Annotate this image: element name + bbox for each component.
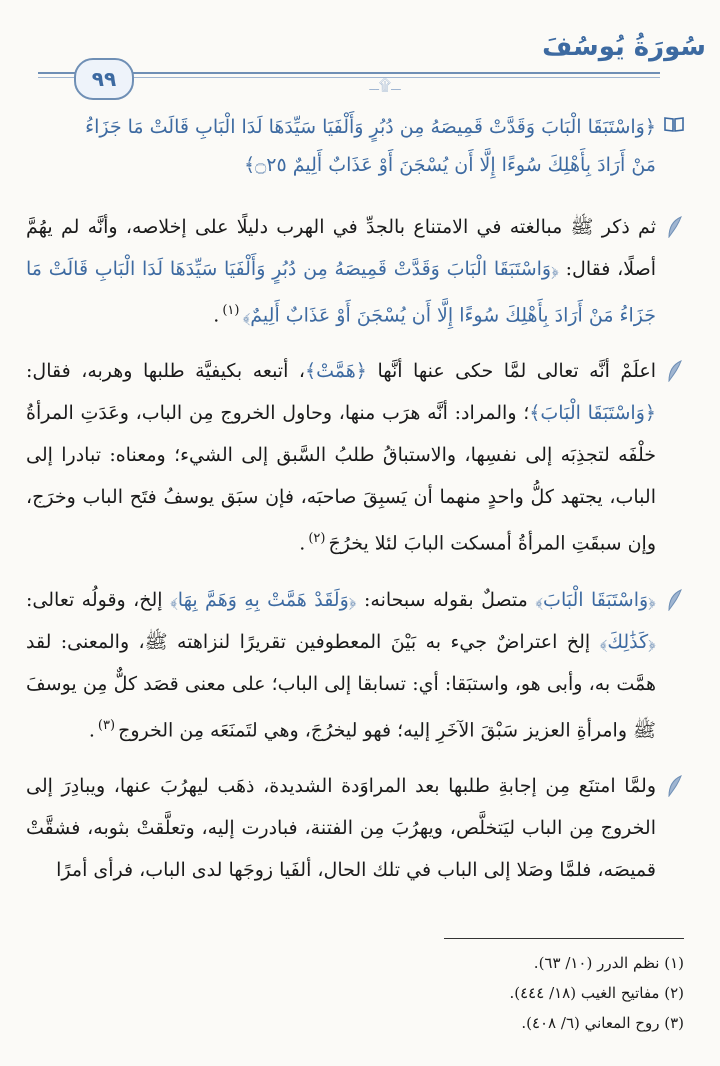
paragraph-text: إلخ اعتراضٌ جيء به بَيْنَ المعطوفين تقريرًا لنزاهته ﷺ، والمعنى: لقد همَّت به، وأبى هو، واستبَقا: أي: تسابقا إلى الباب؛ على معنى قصَد كلٌّ مِن يوسفَ ﷺ وامرأةِ العزيز سَبْقَ الآخَرِ إليه؛ فهو ليخرُجَ، وهي لتَمنَعَه مِن الخروج bbox=[26, 630, 656, 741]
header-ornament: ـــ۩ـــ bbox=[369, 75, 401, 94]
paragraph-text: . bbox=[88, 718, 95, 741]
quran-quote: ﴿وَاسْتَبَقَا الْبَابَ﴾ bbox=[535, 588, 656, 611]
footnote-3: (٣) روح المعاني (٦/ ٤٠٨). bbox=[521, 1014, 684, 1032]
paragraph-text: ولمَّا امتنَع مِن إجابةِ طلبها بعد المراوَدة الشديدة، ذهَب ليهرُبَ عنها، ويبادِرَ إلى الخروج مِن الباب ليَتخلَّص، ويهرُبَ مِن الفتنة، فبادرت إليه، وتعلَّقتْ بثوبه، فشقَّتْ قميصَه، فلمَّا وصَلا إلى الباب في تلك الحال، ألفَيا زوجَها لدى الباب، فرأى أمرًا bbox=[26, 774, 656, 881]
paragraph-text: . bbox=[213, 304, 220, 327]
verse-line-2: مَنْ أَرَادَ بِأَهْلِكَ سُوءًا إِلَّا أَن يُسْجَنَ أَوْ عَذَابٌ أَلِيمٌ ۝٢٥﴾ bbox=[244, 154, 656, 176]
paragraph-4 bbox=[26, 765, 684, 891]
page-number: ٩٩ bbox=[74, 58, 134, 100]
quill-icon bbox=[666, 775, 684, 797]
footnote-divider bbox=[444, 938, 684, 939]
quill-icon bbox=[666, 360, 684, 382]
paragraph-text: . bbox=[299, 532, 306, 555]
paragraph-text: ، أتبعه بكيفيَّة طلبها وهربه، فقال: bbox=[26, 360, 305, 383]
paragraph-3 bbox=[26, 579, 684, 751]
footnote-1: (١) نظم الدرر (١٠/ ٦٣). bbox=[533, 954, 684, 972]
quran-quote: ﴿هَمَّتْ﴾ bbox=[305, 360, 367, 383]
quran-quote: ﴿وَاسْتَبَقَا الْبَابَ وَقَدَّتْ قَمِيصَهُ مِن دُبُرٍ وَأَلْفَيَا سَيِّدَهَا لَدَا الْبَابِ قَالَتْ مَا جَزَاءُ مَنْ أَرَادَ بِأَهْلِكَ سُوءًا إِلَّا أَن يُسْجَنَ أَوْ عَذَابٌ أَلِيمٌ﴾ bbox=[26, 258, 656, 327]
footnote-ref: (١) bbox=[222, 303, 240, 318]
paragraph-2 bbox=[26, 350, 684, 564]
paragraph-text: ثم ذكر ﷺ مبالغته في الامتناع بالجدِّ في الهرب دليلًا على إخلاصه، وأنَّه لم يهُمَّ أصلًا، فقال: bbox=[26, 216, 656, 280]
paragraph-text: اعلَمْ أنَّه تعالى لمَّا حكى عنها أنَّها bbox=[366, 360, 656, 383]
quran-quote: ﴿وَاسْتَبَقَا الْبَابَ﴾ bbox=[529, 402, 656, 425]
paragraph-text: ؛ والمراد: أنَّه هرَب منها، وحاول الخروج مِن الباب، وعَدَتِ المرأةُ خلْفَه لتجذِبَه إلى نفسِها، والاستباقُ طلبُ السَّبق إلى الشيء؛ ومعناه: تبادرا إلى الباب، يجتهد كلُّ واحدٍ منهما أن يَسبِقَ صاحبَه، فإن سبَق يوسفُ فتَح الباب وخرَج، وإن سبقَتِ المرأةُ أمسكت البابَ لئلا يخرُجَ bbox=[26, 402, 656, 555]
footnotes bbox=[60, 948, 684, 1038]
paragraph-text: متصلٌ بقوله سبحانه: bbox=[356, 588, 536, 611]
footnote-2: (٢) مفاتيح الغيب (١٨/ ٤٤٤). bbox=[509, 984, 684, 1002]
footnote-ref: (٣) bbox=[97, 717, 116, 733]
page-header bbox=[0, 0, 720, 110]
paragraph-1 bbox=[26, 206, 684, 336]
quill-icon bbox=[666, 216, 684, 238]
quran-quote: ﴿وَلَقَدْ هَمَّتْ بِهِ وَهَمَّ بِهَا﴾ bbox=[170, 588, 357, 611]
quran-quote: ﴿كَذَٰلِكَ﴾ bbox=[599, 630, 656, 653]
quill-icon bbox=[666, 589, 684, 611]
verse-line-1: ﴿وَاسْتَبَقَا الْبَابَ وَقَدَّتْ قَمِيصَهُ مِن دُبُرٍ وَأَلْفَيَا سَيِّدَهَا لَدَا الْبَابِ قَالَتْ مَا جَزَاءُ bbox=[85, 116, 656, 138]
footnote-ref: (٢) bbox=[308, 531, 326, 547]
page-content bbox=[26, 108, 684, 905]
surah-title: سُورَةُ يُوسُفَ bbox=[542, 32, 706, 62]
paragraph-text: إلخ، وقولُه تعالى: bbox=[26, 588, 170, 611]
open-book-icon bbox=[664, 116, 684, 132]
verse-block bbox=[26, 108, 684, 184]
